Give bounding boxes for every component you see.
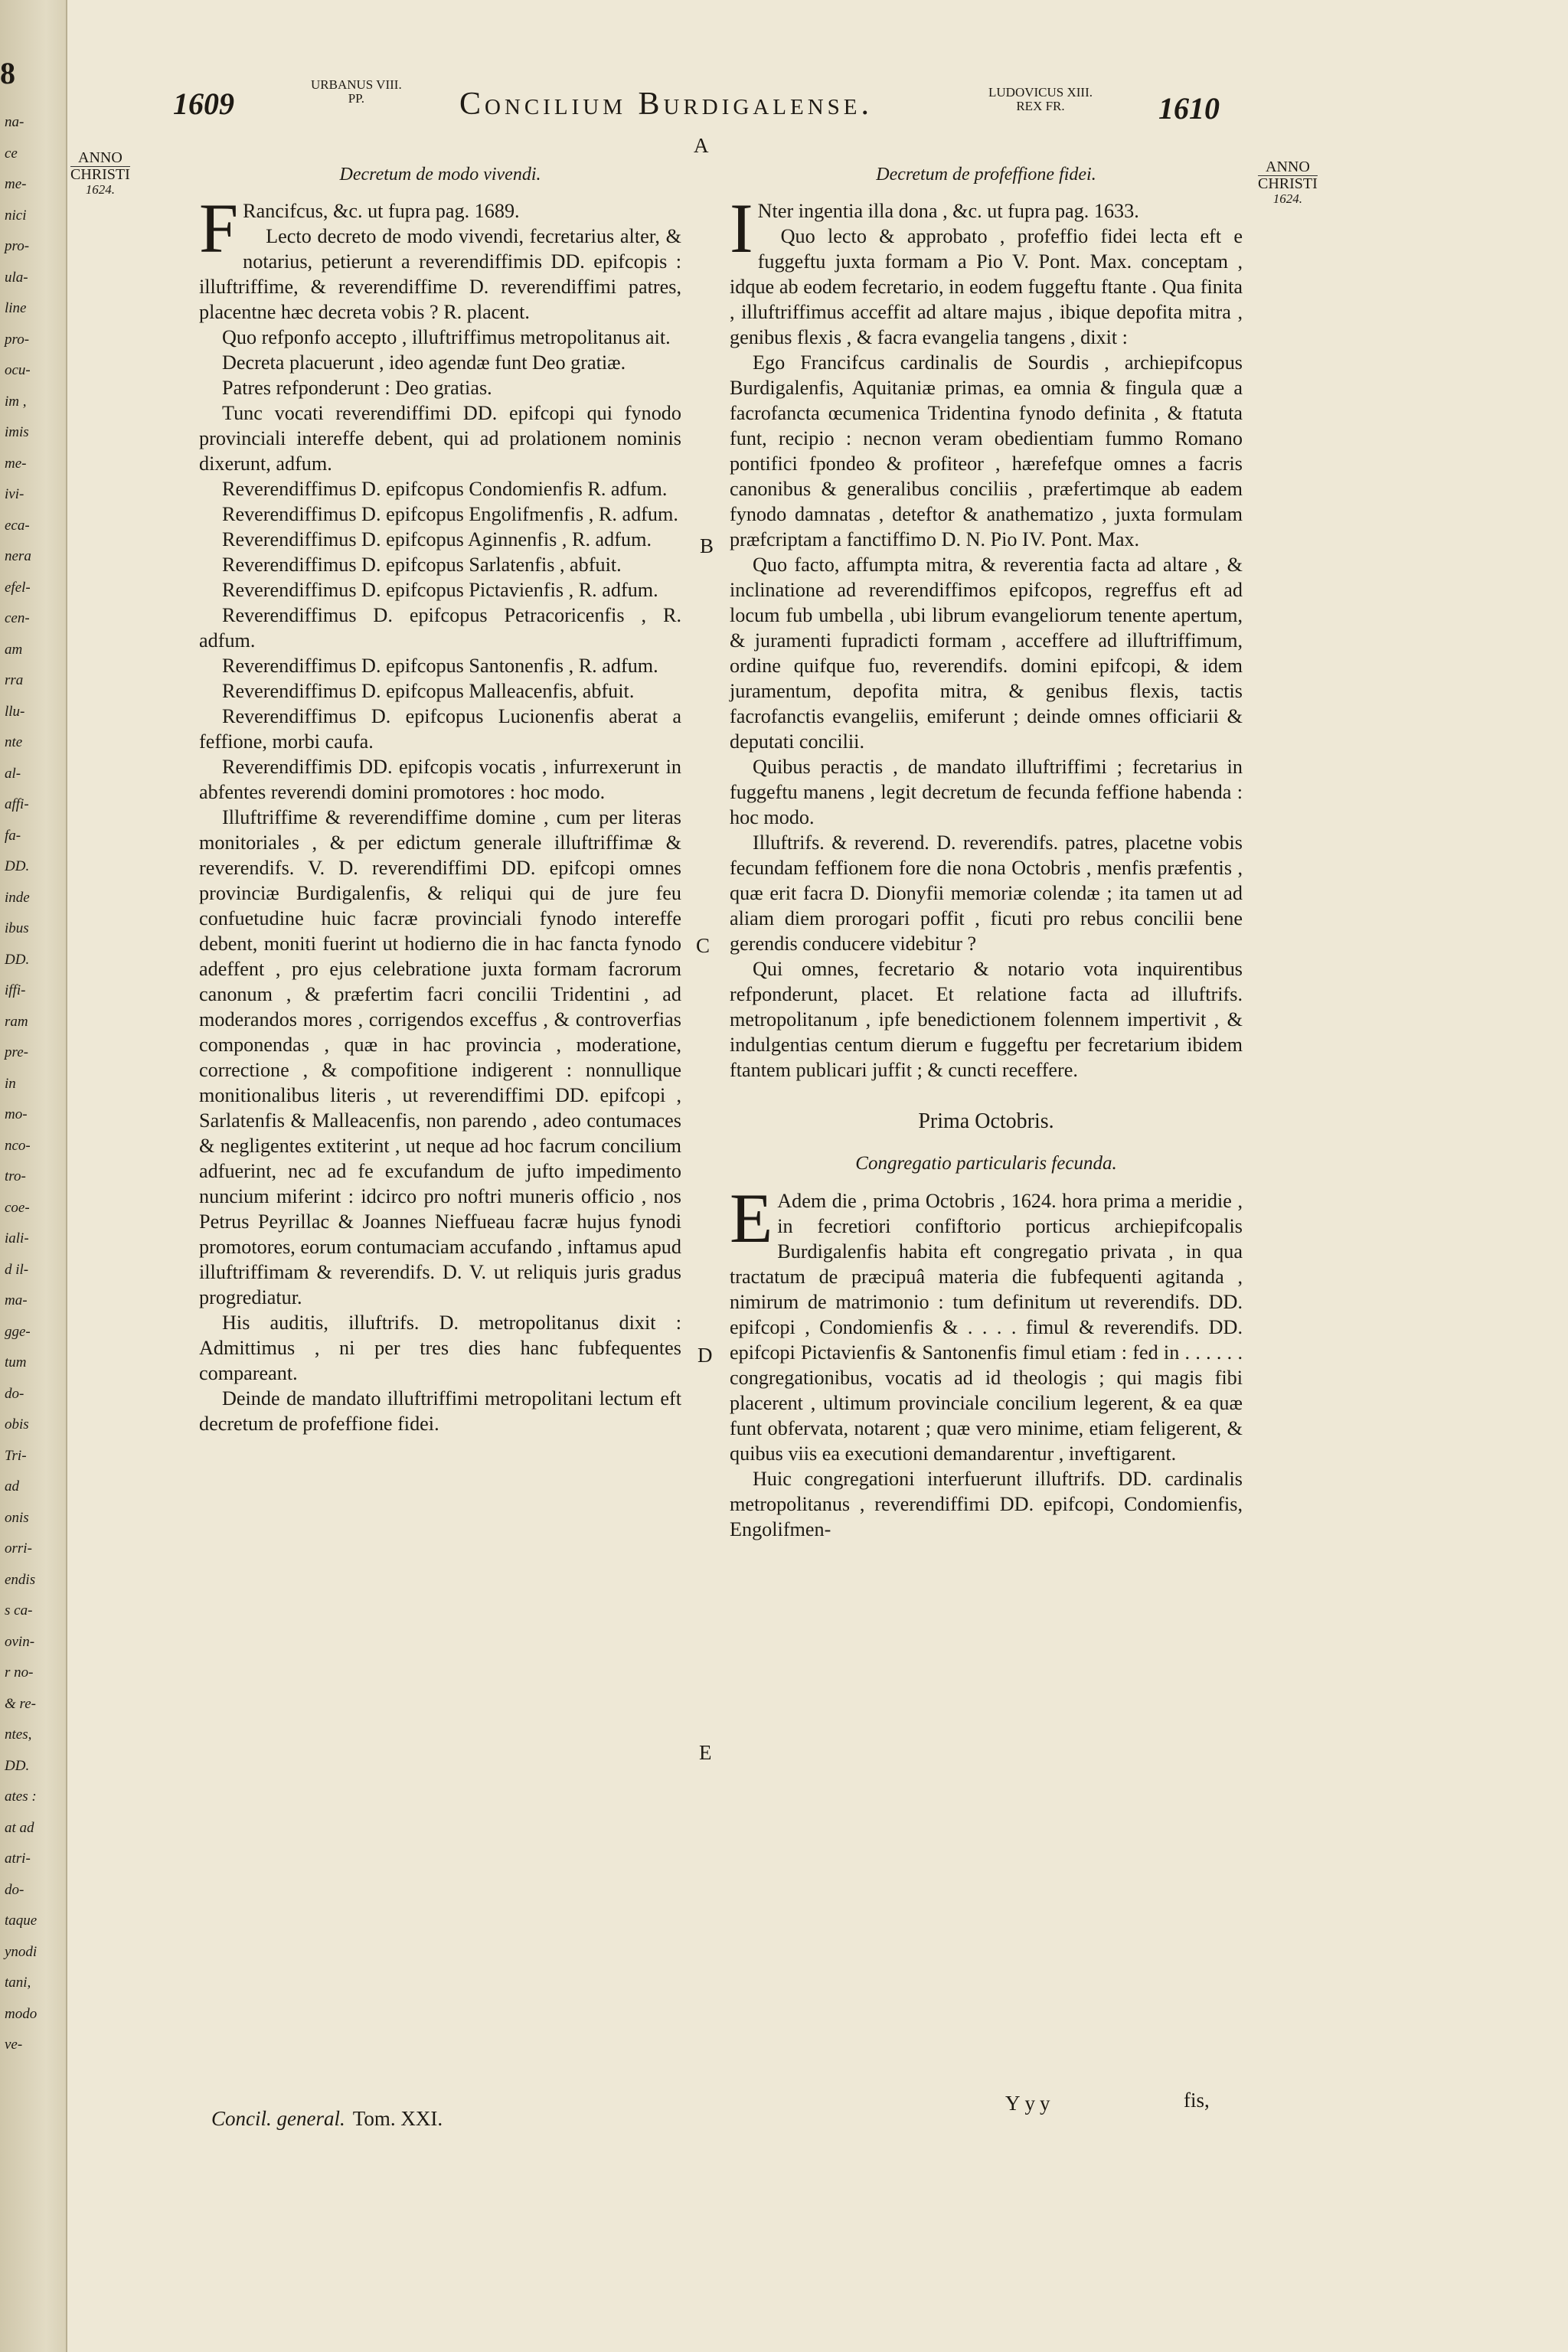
gutter-fragment: ovin- <box>5 1633 35 1650</box>
section-marker-a: A <box>694 134 709 157</box>
gutter-fragment: iali- <box>5 1230 29 1246</box>
left-page-number-fragment: 8 <box>0 56 15 90</box>
gutter-fragment: ma- <box>5 1292 28 1308</box>
gutter-fragment: r no- <box>5 1664 34 1681</box>
gutter-fragment: DD. <box>5 1757 30 1774</box>
paragraph: Decreta placuerunt , ideo agendæ funt Deo gratiæ. <box>222 351 626 374</box>
gutter-fragment: DD. <box>5 858 30 874</box>
paragraph: Tunc vocati reverendiffimi DD. epifcopi qui fynodo provinciali intereffe debent, qui ad prolationem nominis dixerunt, adfum. <box>199 402 681 475</box>
gutter-fragment: tum <box>5 1354 27 1370</box>
paragraph: His auditis, illuftrifs. D. metropolitanus dixit : Admittimus , ni per tres dies hanc fubfequentes compareant. <box>199 1312 681 1384</box>
section-marker-c: C <box>696 934 710 957</box>
catchword: fis, <box>1184 2089 1210 2112</box>
paragraph: Reverendiffimus D. epifcopus Condomienfis R. adfum. <box>222 478 668 500</box>
gutter-fragment: in <box>5 1075 16 1092</box>
paragraph: Illuftrifs. & reverend. D. reverendifs. patres, placetne vobis fecundam feffionem fore die nona Octobris , menfis præfentis , quæ erit facra D. Dionyfii memoriæ colendæ ; ita tamen ut ad aliam diem prorogari poffit , ficuti pro rebus concilii bene gerendis conducere videbitur ? <box>730 831 1243 955</box>
gutter-fragment: coe- <box>5 1199 30 1216</box>
gutter-fragment: gge- <box>5 1323 31 1340</box>
gutter-fragment: me- <box>5 455 27 472</box>
gutter-fragment: d il- <box>5 1261 29 1278</box>
margin-anno-right <box>1258 159 1318 206</box>
paragraph: Reverendiffimus D. epifcopus Pictavienfis , R. adfum. <box>222 579 658 601</box>
header-pope <box>311 78 402 106</box>
header-year-right: 1610 <box>1158 91 1220 126</box>
margin-anno-left <box>70 150 130 197</box>
paragraph: Reverendiffimus D. epifcopus Aginnenfis , R. adfum. <box>222 528 652 550</box>
paragraph: Reverendiffimus D. epifcopus Santonenfis , R. adfum. <box>222 655 658 677</box>
paragraph: Adem die , prima Octobris , 1624. hora prima a meridie , in fecretiori confiftorio porticus archiepifcopalis Burdigalenfis habita eft congregatio privata , in qua tractatum de præcipuâ materia die fubfequenti agitanda , nimirum de matrimonio : tum definitum ut reverendifs. DD. epifcopi , Condomienfis & . . . . fimul & reverendifs. DD. epifcopi Pictavienfis & Santonenfis fimul etiam : fed in . . . . . . congregationibus, vocatis ad id theologis ; qui magis fibi placerent , ultimum provinciale concilium legerent, & ea quæ funt obfervata, notarent ; quæ vero minime, etiam feligerent, & quibus viis ea executioni demandarentur , inveftigarent. <box>730 1190 1243 1465</box>
gutter-fragment: mo- <box>5 1106 28 1122</box>
gutter-fragment: ates : <box>5 1788 37 1805</box>
running-header <box>67 77 1568 130</box>
anno-label: ANNO <box>1258 159 1318 176</box>
signature-mark: Yyy <box>1005 2092 1055 2115</box>
right-column <box>730 162 1243 1542</box>
right-column-title: Decretum de profeffione fidei. <box>876 165 1096 185</box>
gutter-fragment: ula- <box>5 269 28 286</box>
gutter-fragment: am <box>5 641 23 658</box>
gutter-fragment: orri- <box>5 1540 32 1557</box>
gutter-fragment: line <box>5 300 27 316</box>
gutter-fragment: rra <box>5 672 24 688</box>
paragraph: Deinde de mandato illuftriffimi metropolitani lectum eft decretum de profeffione fidei. <box>199 1387 681 1435</box>
sub-heading: Congregatio particularis fecunda. <box>855 1153 1117 1174</box>
right-column-body <box>730 189 1243 1083</box>
paragraph: Quo facto, affumpta mitra, & reverentia facta ad altare , & inclinatione ad reverendiffimos epifcopos, regreffus eft ad locum fub umbella , ubi librum evangeliorum tenente apertum, & juramenti fupradicti formam , acceffere ad illuftriffimum, ordine quifque fuo, reverendifs. domini epifcopi, & idem juramentum, depofita mitra, & genibus flexis, tactis facrofanctis evangeliis, emiferunt ; deinde omnes officiarii & deputati concilii. <box>730 554 1243 753</box>
gutter-fragment: ram <box>5 1013 28 1030</box>
gutter-fragment: obis <box>5 1416 29 1432</box>
gutter-fragment: do- <box>5 1881 24 1898</box>
header-year-left: 1609 <box>173 87 234 121</box>
section-marker-b: B <box>700 534 714 557</box>
gutter-fragment: nte <box>5 734 23 750</box>
paragraph: Quo refponfo accepto , illuftriffimus metropolitanus ait. <box>222 326 671 348</box>
paragraph: Quibus peractis , de mandato illuftriffimi ; fecretarius in fuggeftu manens , legit decretum de fecunda feffione habenda : hoc modo. <box>730 756 1243 828</box>
header-pope-name: URBANUS VIII. <box>311 77 402 92</box>
gutter-fragment: tro- <box>5 1168 26 1184</box>
drop-cap: I <box>730 189 753 267</box>
footer-note <box>211 2107 443 2131</box>
section-marker-d: D <box>697 1344 713 1367</box>
header-pope-title: PP. <box>348 90 364 106</box>
gutter-fragment: ve- <box>5 2037 23 2053</box>
gutter-fragment: affi- <box>5 796 29 812</box>
paragraph: Patres refponderunt : Deo gratias. <box>222 377 492 399</box>
gutter-fragment: at ad <box>5 1819 34 1836</box>
paragraph: Reverendiffimus D. epifcopus Malleacenfis, abfuit. <box>222 680 635 702</box>
gutter-fragment: efel- <box>5 579 31 596</box>
gutter-fragment: iffi- <box>5 982 26 998</box>
footer-concil: Concil. general. <box>211 2107 345 2130</box>
footer-tome: Tom. XXI. <box>352 2107 443 2130</box>
gutter-fragment: al- <box>5 765 21 782</box>
paragraph: Illuftriffime & reverendiffime domine , cum per literas monitoriales , & per edictum generale illuftriffimæ & reverendifs. V. D. reverendiffimi DD. epifcopi omnes provinciæ Burdigalenfis, & reliqui qui de jure feu confuetudine huic facræ provinciali fynodo intereffe debent, moniti fuerint ut hodierno die in hac fancta fynodo adeffent , pro ejus celebratione juxta formam facrorum canonum , & præfertim facri concilii Tridentini , ad moderandos mores , corrigendos exceffus , & controverfias componendas , quæ in hac provincia , moderatione, correctione , & compofitione indigerent : nonnullique monitionalibus literis , ut reverendiffimi DD. epifcopi , Sarlatenfis & Malleacenfis, non parendo , adeo contumaces & negligentes extiterint , ut neque ad hoc facrum concilium adfuerint, nec ad fe excufandum de jufto impedimento nuncium miferint : idcirco pro noftri muneris officio , nos Petrus Peyrillac & Joannes Nieffueau facræ hujus fynodi promotores, eorum contumaciam accufando , inftamus apud illuftriffimam & reverendifs. D. V. ut reliquis juris gradus progrediatur. <box>199 806 681 1308</box>
gutter-fragment: inde <box>5 889 30 906</box>
paragraph: Reverendiffimus D. epifcopus Engolifmenfis , R. adfum. <box>222 503 678 525</box>
gutter-fragment: nici <box>5 207 27 224</box>
paragraph: Huic congregationi interfuerunt illuftrifs. DD. cardinalis metropolitanus , reverendiffimi DD. epifcopi, Condomienfis, Engolifmen- <box>730 1468 1243 1540</box>
gutter-fragment: ivi- <box>5 486 24 502</box>
gutter-fragment: ibus <box>5 920 29 936</box>
gutter-fragment: na- <box>5 114 24 130</box>
header-king <box>988 86 1093 113</box>
gutter-fragment: fa- <box>5 827 21 844</box>
drop-cap: F <box>199 189 239 267</box>
gutter-fragment: ad <box>5 1478 19 1494</box>
christi-label: CHRISTI <box>1258 175 1318 192</box>
paragraph: Lecto decreto de modo vivendi, fecretarius alter, & notarius, petierunt a reverendiffimis DD. epifcopis : illuftriffime, & reverendiffime D. reverendiffimi patres, placentne hæc decreta vobis ? R. placent. <box>199 225 681 323</box>
gutter-fragment: me- <box>5 176 27 192</box>
paragraph: Rancifcus, &c. ut fupra pag. 1689. <box>243 200 520 222</box>
anno-label: ANNO <box>70 150 130 167</box>
gutter-fragment: DD. <box>5 951 30 968</box>
gutter-fragment: pro- <box>5 331 30 348</box>
gutter-fragment: atri- <box>5 1851 31 1867</box>
header-title: Concilium Burdigalense. <box>459 87 873 122</box>
gutter-fragment: endis <box>5 1571 36 1588</box>
paragraph: Nter ingentia illa dona , &c. ut fupra pag. 1633. <box>757 200 1139 222</box>
drop-cap: E <box>730 1179 773 1257</box>
paragraph: Ego Francifcus cardinalis de Sourdis , archiepifcopus Burdigalenfis, Aquitaniæ primas, ea omnia & fingula quæ a facrofancta œcumenica Tridentina fynodo definita , & ftatuta funt, recipio : necnon veram obedientiam fummo Romano pontifici fpondeo & profiteor , hærefefque omnes a facris canonibus & generalibus conciliis , præfertimque ab eadem fynodo damnatas , deteftor & anathematizo , juxta formulam præfcriptam a fanctiffimo D. N. Pio IV. Pont. Max. <box>730 351 1243 550</box>
paragraph: Reverendiffimus D. epifcopus Petracoricenfis , R. adfum. <box>199 604 681 652</box>
gutter-fragment: modo <box>5 2005 38 2022</box>
section-marker-e: E <box>699 1741 712 1764</box>
gutter-fragment: pre- <box>5 1044 28 1060</box>
gutter-fragment: pro- <box>5 238 30 254</box>
gutter-fragment: & re- <box>5 1695 36 1712</box>
gutter-fragment: taque <box>5 1913 38 1929</box>
gutter-fragment: im , <box>5 393 27 410</box>
gutter-fragment: tani, <box>5 1975 31 1991</box>
paragraph: Reverendiffimus D. epifcopus Lucionenfis aberat a feffione, morbi caufa. <box>199 705 681 753</box>
paragraph: Reverendiffimis DD. epifcopis vocatis , infurrexerunt in abfentes reverendi domini promotores : hoc modo. <box>199 756 681 803</box>
gutter-fragment: ntes, <box>5 1726 32 1743</box>
gutter-fragment: nco- <box>5 1137 31 1154</box>
gutter-fragment: cen- <box>5 610 30 626</box>
gutter-fragment: nera <box>5 548 31 564</box>
gutter-fragment: eca- <box>5 517 30 534</box>
gutter-fragment: do- <box>5 1385 24 1402</box>
gutter-fragment: s ca- <box>5 1602 33 1619</box>
gutter-fragment: onis <box>5 1509 29 1526</box>
header-king-title: REX FR. <box>1016 98 1065 113</box>
left-column <box>199 162 681 1436</box>
christi-label: CHRISTI <box>70 166 130 183</box>
header-king-name: LUDOVICUS XIII. <box>988 85 1093 100</box>
gutter-fragment: llu- <box>5 703 25 720</box>
gutter-fragment: ce <box>5 145 18 162</box>
gutter-fragment: imis <box>5 424 29 440</box>
gutter-fragment: ocu- <box>5 362 31 378</box>
gutter-fragment: Tri- <box>5 1447 27 1464</box>
gutter-fragment: ynodi <box>5 1943 38 1960</box>
left-column-body <box>199 189 681 1436</box>
left-column-title: Decretum de modo vivendi. <box>339 165 541 185</box>
paragraph: Reverendiffimus D. epifcopus Sarlatenfis , abfuit. <box>222 554 622 576</box>
anno-year: 1624. <box>85 182 116 197</box>
section-heading: Prima Octobris. <box>918 1109 1054 1133</box>
paragraph: Qui omnes, fecretario & notario vota inquirentibus refponderunt, placet. Et relatione facta ad illuftrifs. metropolitanum , ipfe benedictionem folennem impertivit , & indulgentias centum dierum e fuggeftu per fecretarium ibidem ftantem publicari juffit ; & cuncti receffere. <box>730 958 1243 1081</box>
right-column-body-2 <box>730 1179 1243 1542</box>
anno-year: 1624. <box>1272 191 1303 206</box>
left-page-gutter <box>0 0 67 2352</box>
paragraph: Quo lecto & approbato , profeffio fidei lecta eft e fuggeftu juxta formam a Pio V. Pont. Max. conceptam , idque ab eodem fecretario, in eodem fuggeftu ftante . Qua finita , illuftriffimus acceffit ad altare majus , ibique depofita mitra , genibus flexis , & facra evangelia tangens , dixit : <box>730 225 1243 348</box>
book-page <box>67 0 1568 2352</box>
